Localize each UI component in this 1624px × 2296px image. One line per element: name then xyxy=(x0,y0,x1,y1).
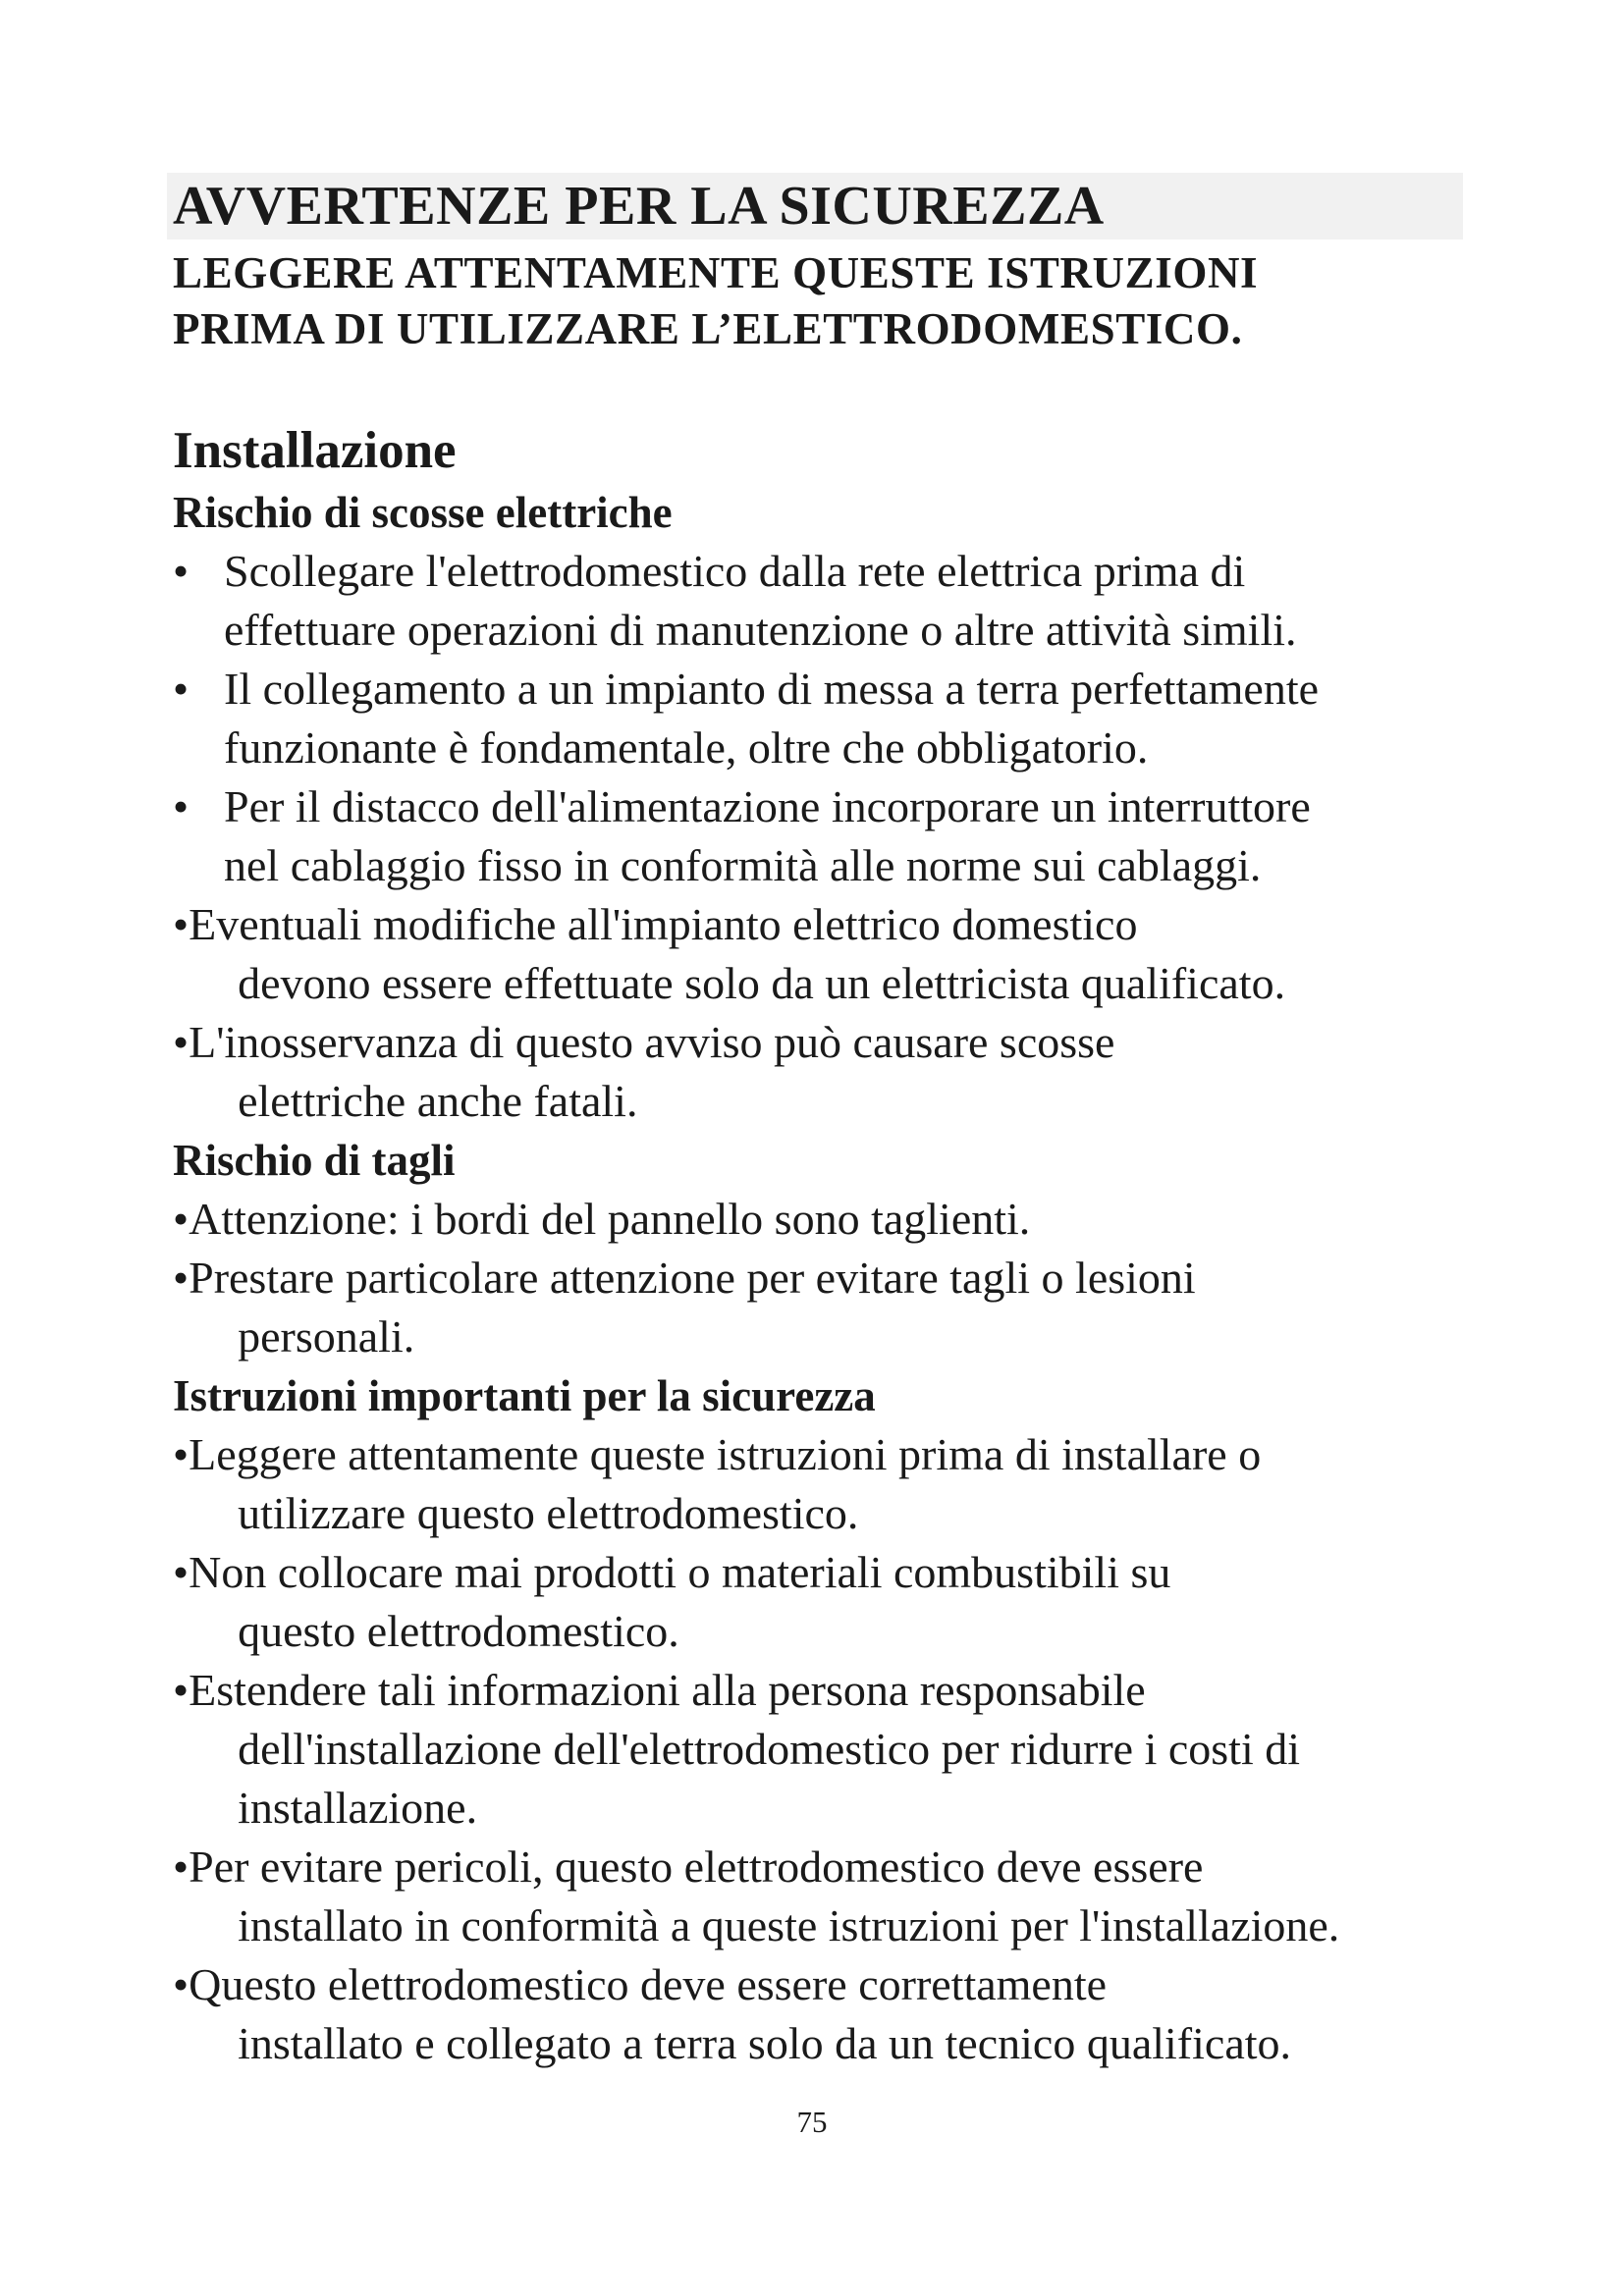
list-item xyxy=(173,1425,1479,1543)
list-item xyxy=(173,777,1479,895)
page-content xyxy=(173,420,1479,2073)
subheading-electric-shock: Rischio di scosse elettriche xyxy=(173,488,673,537)
bullet-marker: • xyxy=(173,899,189,949)
list-item-line: Questo elettrodomestico deve essere correttamente xyxy=(189,1959,1108,2009)
list-item-line: elettriche anche fatali. xyxy=(238,1076,638,1126)
list-item-line: utilizzare questo elettrodomestico. xyxy=(238,1488,859,1538)
list-item-line: nel cablaggio fisso in conformità alle norme sui cablaggi. xyxy=(224,840,1262,890)
warning-subtitle-line-1: LEGGERE ATTENTAMENTE QUESTE ISTRUZIONI xyxy=(173,248,1259,297)
list-item-line: installazione. xyxy=(238,1783,478,1833)
list-item xyxy=(173,1955,1479,2073)
warning-subtitle xyxy=(173,245,1258,357)
list-item xyxy=(173,1249,1479,1366)
warning-subtitle-line-2: PRIMA DI UTILIZZARE L’ELETTRODOMESTICO. xyxy=(173,304,1243,353)
list-item xyxy=(173,542,1479,660)
subheading-important-instructions: Istruzioni importanti per la sicurezza xyxy=(173,1371,876,1420)
list-item xyxy=(173,1543,1479,1661)
section-title-installazione: Installazione xyxy=(173,422,457,479)
list-item xyxy=(173,895,1479,1013)
bullet-marker: • xyxy=(173,1547,189,1597)
list-item-line: personali. xyxy=(238,1311,415,1362)
bullet-marker: • xyxy=(173,1194,189,1244)
list-item-line: devono essere effettuate solo da un elettricista qualificato. xyxy=(238,958,1286,1008)
bullet-marker: • xyxy=(173,781,189,831)
bullet-marker: • xyxy=(173,1253,189,1303)
bullet-marker: • xyxy=(173,1429,189,1479)
list-item xyxy=(173,660,1479,777)
list-item-line: Estendere tali informazioni alla persona responsabile xyxy=(189,1665,1146,1715)
list-item-line: Prestare particolare attenzione per evitare tagli o lesioni xyxy=(189,1253,1196,1303)
list-item xyxy=(173,1013,1479,1131)
list-item-line: effettuare operazioni di manutenzione o altre attività simili. xyxy=(224,605,1297,655)
electric-shock-list xyxy=(173,542,1479,1131)
list-item-line: Attenzione: i bordi del pannello sono taglienti. xyxy=(189,1194,1031,1244)
list-item-line: dell'installazione dell'elettrodomestico per ridurre i costi di xyxy=(238,1724,1301,1774)
list-item xyxy=(173,1838,1479,1955)
list-item-line: L'inosservanza di questo avviso può causare scosse xyxy=(189,1017,1115,1067)
list-item-line: funzionante è fondamentale, oltre che obbligatorio. xyxy=(224,722,1149,773)
list-item-line: installato in conformità a queste istruzioni per l'installazione. xyxy=(238,1900,1340,1950)
list-item-line: Leggere attentamente queste istruzioni prima di installare o xyxy=(189,1429,1262,1479)
list-item-line: Il collegamento a un impianto di messa a terra perfettamente xyxy=(224,664,1320,714)
bullet-marker: • xyxy=(173,1017,189,1067)
list-item-line: Scollegare l'elettrodomestico dalla rete elettrica prima di xyxy=(224,546,1246,596)
bullet-marker: • xyxy=(173,546,189,596)
list-item-line: Per evitare pericoli, questo elettrodomestico deve essere xyxy=(189,1842,1204,1892)
list-item-line: Per il distacco dell'alimentazione incorporare un interruttore xyxy=(224,781,1311,831)
list-item-line: Eventuali modifiche all'impianto elettrico domestico xyxy=(189,899,1138,949)
list-item-line: questo elettrodomestico. xyxy=(238,1606,679,1656)
page-title: AVVERTENZE PER LA SICUREZZA xyxy=(173,176,1105,237)
bullet-marker: • xyxy=(173,1665,189,1715)
cuts-list xyxy=(173,1190,1479,1366)
list-item xyxy=(173,1661,1479,1838)
page-number: 75 xyxy=(796,2105,828,2139)
important-instructions-list xyxy=(173,1425,1479,2073)
bullet-marker: • xyxy=(173,664,189,714)
list-item-line: Non collocare mai prodotti o materiali combustibili su xyxy=(189,1547,1171,1597)
bullet-marker: • xyxy=(173,1959,189,2009)
bullet-marker: • xyxy=(173,1842,189,1892)
list-item xyxy=(173,1190,1479,1249)
list-item-line: installato e collegato a terra solo da un tecnico qualificato. xyxy=(238,2018,1292,2068)
subheading-cuts: Rischio di tagli xyxy=(173,1136,456,1185)
